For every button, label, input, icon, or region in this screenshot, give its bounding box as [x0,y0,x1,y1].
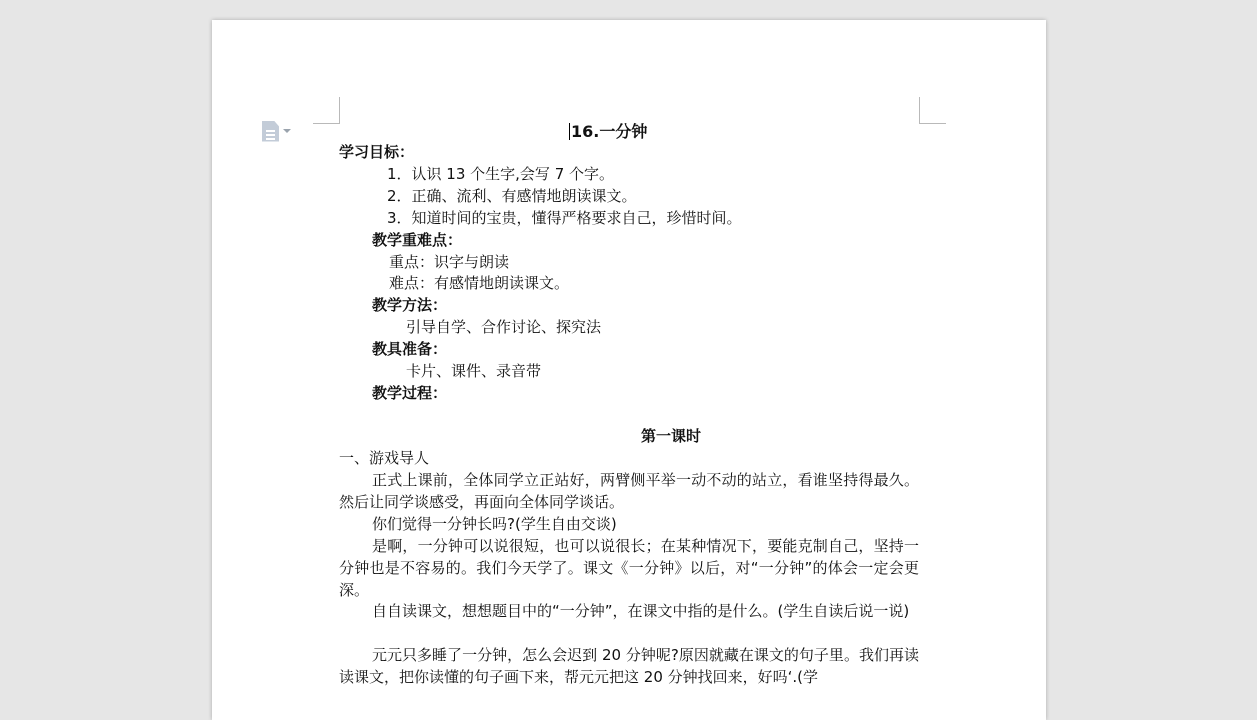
paste-options-button[interactable] [262,119,302,143]
learning-goals-heading: 学习目标： [339,143,415,161]
tools-text: 卡片、课件、录音带 [406,362,542,380]
difficulty: 难点：有感情地朗读课文。 [389,274,570,292]
goal-item-1: 1．认识 13 个生字,会写 7 个字。 [387,165,615,183]
key-point: 重点：识字与朗读 [389,253,510,271]
margin-corner-top-left [313,97,340,124]
method-heading: 教学方法： [372,296,448,314]
paragraph-5: 元元只多睡了一分钟，怎么会迟到 20 分钟呢?原因就藏在课文的句子里。我们再读读课文，把你读懂的句子画下来，帮元元把这 20 分钟找回来，好吗‘.(学 [339,646,919,686]
process-heading: 教学过程： [372,384,448,402]
paragraph-4: 自自读课文，想想题目中的“一分钟”，在课文中指的是什么。(学生自读后说一说) [372,602,910,620]
paragraph-1: 正式上课前，全体同学立正站好，两臂侧平举一动不动的站立，看谁坚持得最久。然后让同学谈感受，再面向全体同学谈话。 [339,471,919,511]
paragraph-2: 你们觉得一分钟长吗?(学生自由交谈) [372,515,617,533]
goal-item-3: 3．知道时间的宝贵，懂得严格要求自己，珍惜时间。 [387,209,742,227]
goal-item-2: 2．正确、流利、有感情地朗读课文。 [387,187,637,205]
paragraph-3: 是啊，一分钟可以说很短，也可以说很长；在某种情况下，要能克制自己，坚持一分钟也是不容易的。我们今天学了。课文《一分钟》以后，对“一分钟”的体会一定会更深。 [339,537,919,599]
text-cursor [569,123,570,140]
lesson-heading: 第一课时 [641,427,702,445]
section-heading: 一、游戏导人 [339,449,430,467]
tools-heading: 教具准备： [372,340,448,358]
chevron-down-icon [283,129,291,133]
margin-corner-top-right [919,97,946,124]
document-icon [262,121,279,142]
document-page[interactable] [212,20,1046,720]
document-title: 16.一分钟 [571,122,648,141]
key-points-heading: 教学重难点： [372,231,463,249]
method-text: 引导自学、合作讨论、探究法 [406,318,602,336]
